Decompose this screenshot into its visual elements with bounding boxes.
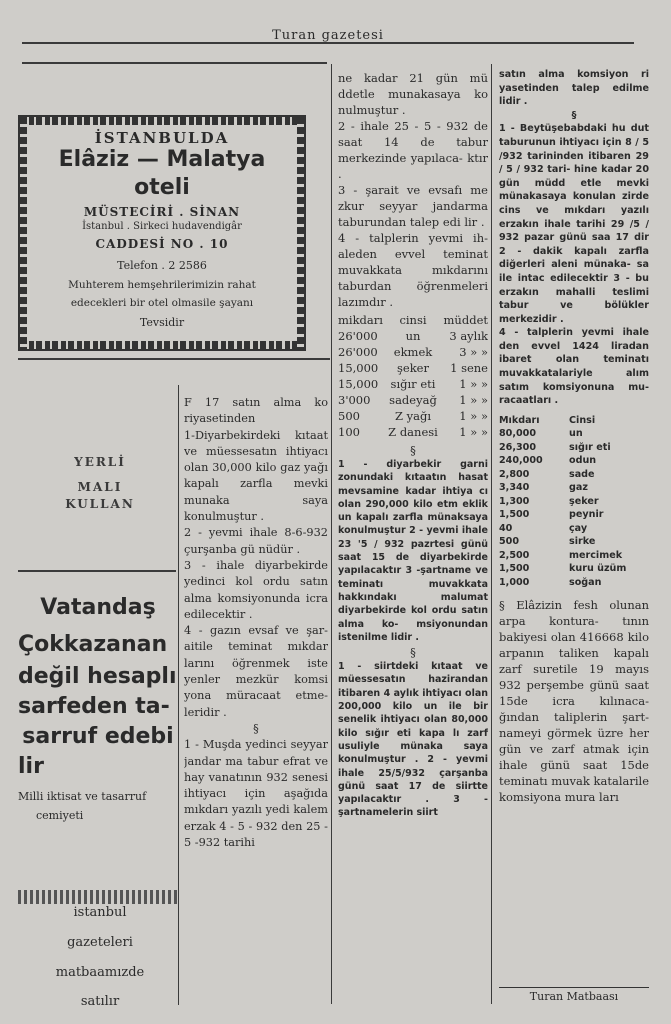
ad-city: İSTANBULDA — [94, 129, 230, 147]
table-cell: 15,000 — [338, 377, 379, 391]
slogan-signature-2: cemiyeti — [36, 809, 84, 822]
table-cell: 2,500 — [499, 549, 530, 561]
notice-c-p6: 1 - siirtdeki kıtaat ve müessesatın hazirandan itibaren 4 aylık ihtiyacı olan 200,000 kilo un ile bir senelik ihtiyacı olan 80,000 kilo sığır eti kapa lı zarf usuliyle münaka saya konulmuştur . 2 - yevmi ihale 25/5/932 çarşanba günü saat 17 de siirtte yapılacaktır . 3 - şartnamelerin siirt — [338, 661, 488, 819]
notice-d-p3: 4 - talplerin yevmi ihale den evvel 1424 liradan ibaret olan teminatı muvakkatalariyle alım satım komsiyonuna mu- racaatları . — [499, 327, 649, 407]
column-rule — [331, 64, 332, 1004]
table-cell: 3 » » — [459, 345, 488, 359]
divider — [18, 358, 330, 360]
ornament-band — [18, 890, 178, 904]
table-cell: sığır eti — [390, 377, 436, 391]
table-cell: 1 » » — [459, 393, 488, 407]
yerli-line-2: MALI — [77, 480, 123, 494]
table-cell: kuru üzüm — [569, 563, 627, 575]
section-mark: § — [410, 645, 416, 660]
notice-b-item4: 4 - gazın evsaf ve şar- aitile teminat mıkdar larını öğrenmek iste yenler mezkür komsi yona müracaat etme- leridir . — [184, 624, 328, 719]
table-cell: 1,500 — [499, 509, 530, 521]
divider — [18, 570, 176, 572]
table-cell: 1 sene — [450, 361, 488, 375]
divider — [22, 62, 327, 64]
table-cell: sade — [569, 468, 595, 480]
notice-b-intro: F 17 satın alma ko riyasetinden — [184, 396, 328, 426]
table-cell: 3 aylık — [449, 329, 488, 343]
table-row — [338, 408, 488, 424]
table-cell: mercimek — [569, 549, 623, 561]
footer-printer: Turan Matbaası — [499, 987, 649, 1003]
notice-b-item3: 3 - ihale diyarbekirde yedinci kol ordu satın alma komsiyonunda icra edilecektir . — [184, 558, 328, 621]
table-row — [499, 495, 649, 509]
notice-b-item5: 1 - Muşda yedinci seyyar jandar ma tabur efrat ve hay vanatının 932 senesi ihtiyacı için aşağıda mıkdarı yazılı yedi kalem erzak 4 - 5 - 932 den 25 - 5 -932 tarihi — [184, 738, 328, 850]
table-row — [499, 441, 649, 455]
column-rule — [491, 64, 492, 1004]
ration-table — [338, 312, 488, 440]
ad-text-3: Tevsidir — [139, 316, 185, 329]
table-cell: Z danesi — [388, 425, 438, 439]
table-row — [499, 468, 649, 482]
table-row — [338, 392, 488, 408]
notice-c-p5: 1 - diyarbekir garni zonundaki kıtaatın hasat mevsamine kadar ihtiya cı olan 290,000 kilo etm eklik un kapalı zarfla münaksaya konulmuştur 2 - yevmi ihale 23 '5 / 932 pazrtesi günü saat 15 de diyarbekirde yapılacaktır 3 -şartname ve teminatı muvakkata hakkındakı malumat diyarbekirde kol ordu satın alma ko- msiyonundan istenilme lidir . — [338, 459, 488, 643]
table-cell: 3,340 — [499, 482, 530, 494]
table-cell: un — [569, 428, 583, 440]
table-cell: sirke — [569, 536, 596, 548]
ad-text-2: edecekleri bir otel olmasile şayanı — [70, 297, 254, 309]
table-cell: 26'000 — [338, 329, 378, 343]
table-cell: 26,300 — [499, 441, 537, 453]
notice-b-item1: 1-Diyarbekirdeki kıtaat ve müessesatın ihtiyacı olan 30,000 kilo gaz yağı kapalı zarfla mevki munaka saya konulmuştur . — [184, 428, 328, 524]
table-cell: 500 — [499, 536, 520, 548]
slogan-line-5: sarruf edebi — [22, 724, 174, 749]
table-cell: şeker — [397, 361, 429, 375]
ad-border-left — [20, 117, 27, 349]
table-cell: 1 » » — [459, 377, 488, 391]
slogan-line-1: Vatandaş — [40, 595, 156, 620]
table-row — [338, 328, 488, 344]
table-cell: Z yağı — [394, 409, 432, 423]
table-header — [338, 312, 488, 328]
table-row — [499, 549, 649, 563]
table-row — [338, 344, 488, 360]
slogan-line-6: lir — [18, 754, 44, 779]
notice-c-p1: ne kadar 21 gün mü ddetle munakasaya ko nulmuştur . — [338, 71, 488, 117]
hotel-advertisement — [18, 115, 306, 351]
table-cell: gaz — [569, 482, 588, 494]
table-cell: 2,800 — [499, 468, 530, 480]
masthead — [22, 16, 634, 44]
ad-text-1: Muhterem hemşehrilerimizin rahat — [68, 279, 256, 291]
table-cell: 40 — [499, 522, 513, 534]
ad-border-right — [297, 117, 304, 349]
ad-phone: Telefon . 2 2586 — [117, 259, 207, 272]
table-header-cell: mikdarı — [338, 313, 383, 327]
table-cell: 1,500 — [499, 563, 530, 575]
yerli-line-1: YERLİ — [74, 455, 126, 469]
table-cell: 500 — [338, 409, 360, 423]
table-cell: 1 » » — [459, 409, 488, 423]
table-row — [499, 481, 649, 495]
table-row — [499, 562, 649, 576]
ad-owner: MÜSTECİRİ . SİNAN — [83, 205, 241, 219]
table-cell: 1,000 — [499, 576, 530, 588]
yerli-line-3: KULLAN — [65, 497, 135, 511]
ad-hotel-name: Elâziz — Malatya — [58, 147, 266, 172]
table-cell: odun — [569, 455, 597, 467]
slogan-signature-1: Milli iktisat ve tasarruf — [18, 790, 147, 803]
table-header — [499, 414, 649, 428]
notice-c-p3: 3 - şarait ve evsafı me zkur seyyar jandarma taburundan talep edi lir . — [338, 183, 488, 229]
matbaa-line-3: matbaamızde — [55, 965, 145, 980]
column-d — [499, 68, 649, 1003]
slogan-line-3: değil hesaplı — [18, 664, 177, 689]
matbaa-line-1: istanbul — [73, 905, 127, 920]
section-mark: § — [571, 109, 577, 121]
table-cell: 80,000 — [499, 428, 537, 440]
section-mark: § — [253, 721, 259, 735]
notice-c-p2: 2 - ihale 25 - 5 - 932 de saat 14 de tabur merkezinde yapılaca- ktır . — [338, 119, 488, 181]
table-cell: 26'000 — [338, 345, 378, 359]
ad-border-top — [20, 117, 304, 125]
table-row — [499, 508, 649, 522]
notice-d-p4: § Elâzizin fesh olunan arpa kontura- tının bakiyesi olan 416668 kilo arpanın taliken kapalı zarf suretile 19 mayıs 932 perşembe günü saat 15de icra kılınaca- ğından taliplerin şart- nameyi görmek üzre her gün ve zarf atmak için ihale günü saat 15de teminatı muvak katalarile komsiyona mura ları — [499, 598, 649, 805]
table-cell: sadeyağ — [389, 393, 437, 407]
table-cell: 15,000 — [338, 361, 379, 375]
notice-d-p1: satın alma komsiyon ri yasetinden talep edilme lidir . — [499, 69, 649, 108]
table-header-cell: cinsi — [399, 313, 427, 327]
ad-street: CADDESİ NO . 10 — [95, 237, 229, 251]
section-mark: § — [410, 443, 416, 457]
matbaa-line-4: satılır — [80, 994, 120, 1009]
table-header-cell: müddet — [443, 313, 488, 327]
table-cell: soğan — [569, 576, 602, 588]
table-cell: un — [405, 329, 421, 343]
ad-address: İstanbul . Sirkeci hudavendigâr — [82, 221, 242, 232]
table-cell: 3'000 — [338, 393, 371, 407]
table-row — [499, 454, 649, 468]
table-cell: şeker — [569, 495, 599, 507]
table-cell: 1,300 — [499, 495, 530, 507]
supply-table — [499, 414, 649, 590]
notice-c-p4: 4 - talplerin yevmi ih- aleden evvel teminat muvakkata mıkdarını taburdan öğrenmeleri lazımdır . — [338, 231, 488, 309]
slogan-line-4: sarfeden ta- — [18, 694, 170, 719]
table-row — [499, 576, 649, 590]
table-cell: sığır eti — [569, 441, 611, 453]
column-b — [184, 395, 328, 1010]
notice-b-item2: 2 - yevmi ihale 8-6-932 çurşanba gü nüdür . — [184, 526, 328, 556]
table-cell: çay — [569, 522, 588, 534]
ad-hotel-word: oteli — [134, 175, 190, 200]
table-cell: ekmek — [393, 345, 433, 359]
column-c — [338, 70, 488, 1005]
table-row — [499, 427, 649, 441]
table-row — [499, 535, 649, 549]
table-header-cell: Cinsi — [569, 414, 596, 426]
table-row — [338, 424, 488, 440]
matbaa-line-2: gazeteleri — [67, 935, 133, 950]
table-cell: 240,000 — [499, 455, 543, 467]
table-cell: peynir — [569, 509, 604, 521]
table-header-cell: Mıkdarı — [499, 414, 540, 426]
table-cell: 100 — [338, 425, 360, 439]
notice-d-p2: 1 - Beytüşebabdaki hu dut taburunun ihtiyacı için 8 / 5 /932 tarininden itibaren 29 / 5 / 932 tari- hine kadar 20 gün müdd etle mevki münakasaya konulan zirde cins ve mıkdarı yazılı erzakın ihale tarihi 29 /5 / 932 pazar günü saa 17 dir 2 - dakik kapalı zarfla diğerleri aleni münaka- sa ile intac edilecektir 3 - bu erzakın mahalli teslimi tabur ve bölükler merkezidir . — [499, 123, 649, 325]
slogan-line-2: Çokkazanan — [18, 632, 168, 657]
ad-border-bottom — [20, 341, 304, 349]
table-cell: 1 » » — [459, 425, 488, 439]
table-row — [338, 360, 488, 376]
newspaper-title: Turan gazetesi — [272, 28, 384, 43]
table-row — [499, 522, 649, 536]
table-row — [338, 376, 488, 392]
